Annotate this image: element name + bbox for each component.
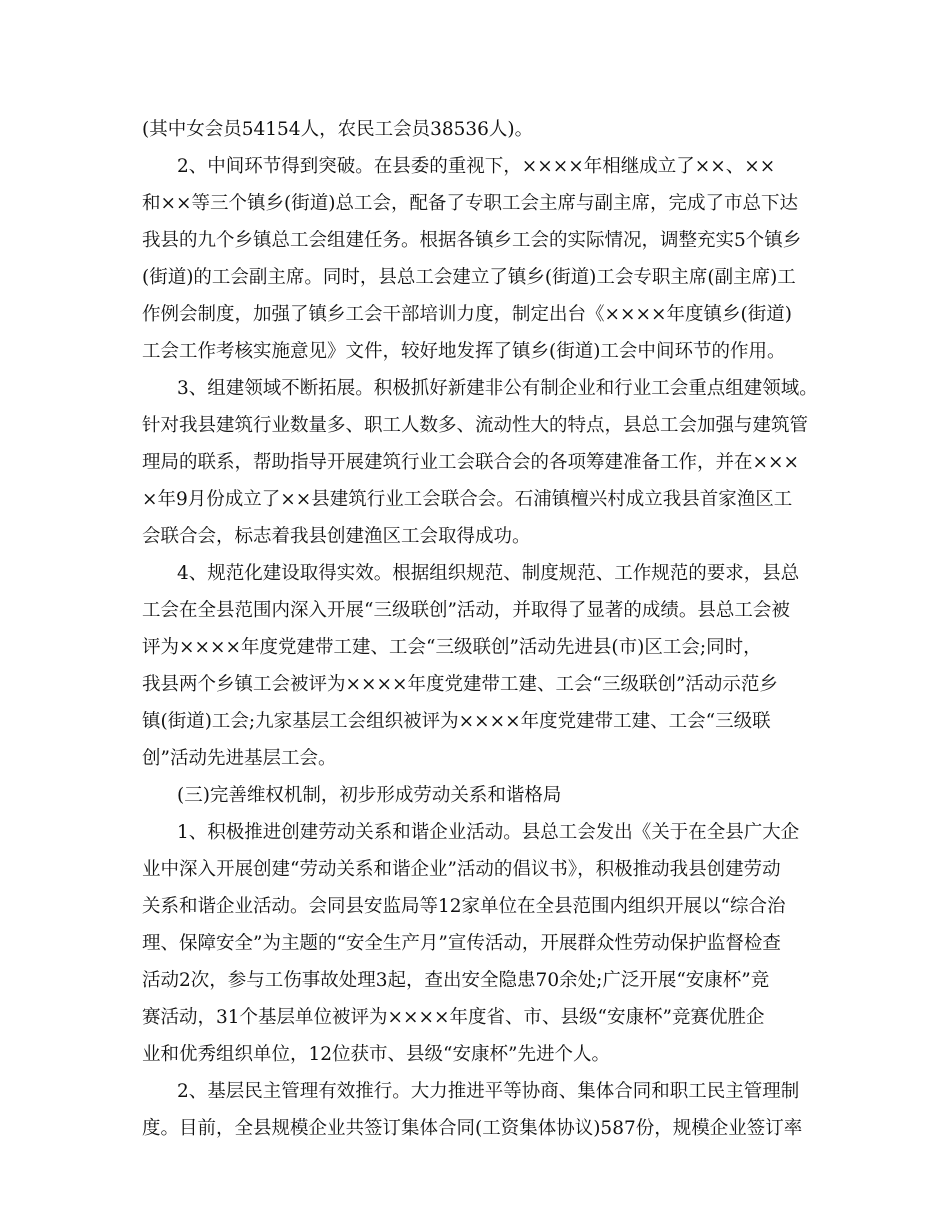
text-line: 工会在全县范围内深入开展“三级联创”活动，并取得了显著的成绩。县总工会被 bbox=[142, 600, 790, 621]
text-line: 理、保障安全”为主题的“安全生产月”宣传活动，开展群众性劳动保护监督检查 bbox=[142, 933, 781, 954]
text-line: 我县的九个乡镇总工会组建任务。根据各镇乡工会的实际情况，调整充实5个镇乡 bbox=[142, 230, 802, 251]
text-line: 理局的联系，帮助指导开展建筑行业工会联合会的各项筹建准备工作，并在××× bbox=[142, 452, 800, 473]
text-line: 评为××××年度党建带工建、工会“三级联创”活动先进县(市)区工会;同时， bbox=[142, 637, 762, 658]
paragraph-2b-heading: 2、基层民主管理有效推行。大力推进平等协商、集体合同和职工民主管理制 bbox=[177, 1081, 800, 1102]
text-line: 我县两个乡镇工会被评为××××年度党建带工建、工会“三级联创”活动示范乡 bbox=[142, 674, 778, 695]
text-line: 度。目前，全县规模企业共签订集体合同(工资集体协议)587份，规模企业签订率 bbox=[142, 1118, 803, 1139]
text-line: 镇(街道)工会;九家基层工会组织被评为××××年度党建带工建、工会“三级联 bbox=[142, 711, 771, 732]
text-line: 关系和谐企业活动。会同县安监局等12家单位在全县范围内组织开展以“综合治 bbox=[142, 896, 786, 917]
text-line: ×年9月份成立了××县建筑行业工会联合会。石浦镇檀兴村成立我县首家渔区工 bbox=[142, 489, 793, 510]
text-line: 工会工作考核实施意见》文件，较好地发挥了镇乡(街道)工会中间环节的作用。 bbox=[142, 341, 786, 362]
text-line: 业和优秀组织单位，12位获市、县级“安康杯”先进个人。 bbox=[142, 1044, 610, 1065]
paragraph-1-heading: 1、积极推进创建劳动关系和谐企业活动。县总工会发出《关于在全县广大企 bbox=[177, 822, 800, 843]
text-line: 业中深入开展创建“劳动关系和谐企业”活动的倡议书》，积极推动我县创建劳动 bbox=[142, 859, 781, 880]
text-line: 赛活动，31个基层单位被评为××××年度省、市、县级“安康杯”竞赛优胜企 bbox=[142, 1007, 765, 1028]
text-line: 创”活动先进基层工会。 bbox=[142, 748, 337, 769]
text-line: 会联合会，标志着我县创建渔区工会取得成功。 bbox=[142, 526, 531, 547]
text-line: 作例会制度，加强了镇乡工会干部培训力度，制定出台《××××年度镇乡(街道) bbox=[142, 304, 792, 325]
section-heading: (三)完善维权机制，初步形成劳动关系和谐格局 bbox=[177, 785, 562, 806]
text-line: (街道)的工会副主席。同时，县总工会建立了镇乡(街道)工会专职主席(副主席)工 bbox=[142, 267, 796, 288]
paragraph-3-heading: 3、组建领域不断拓展。积极抓好新建非公有制企业和行业工会重点组建领域。 bbox=[177, 378, 818, 399]
text-line: 和××等三个镇乡(街道)总工会，配备了专职工会主席与副主席，完成了市总下达 bbox=[142, 193, 798, 214]
text-line: 针对我县建筑行业数量多、职工人数多、流动性大的特点，县总工会加强与建筑管 bbox=[142, 415, 809, 436]
paragraph-2-heading: 2、中间环节得到突破。在县委的重视下，××××年相继成立了××、×× bbox=[177, 156, 776, 177]
paragraph-4-heading: 4、规范化建设取得实效。根据组织规范、制度规范、工作规范的要求，县总 bbox=[177, 563, 800, 584]
text-line: (其中女会员54154人，农民工会员38536人)。 bbox=[142, 119, 534, 140]
text-line: 活动2次，参与工伤事故处理3起，查出安全隐患70余处;广泛开展“安康杯”竞 bbox=[142, 970, 770, 991]
